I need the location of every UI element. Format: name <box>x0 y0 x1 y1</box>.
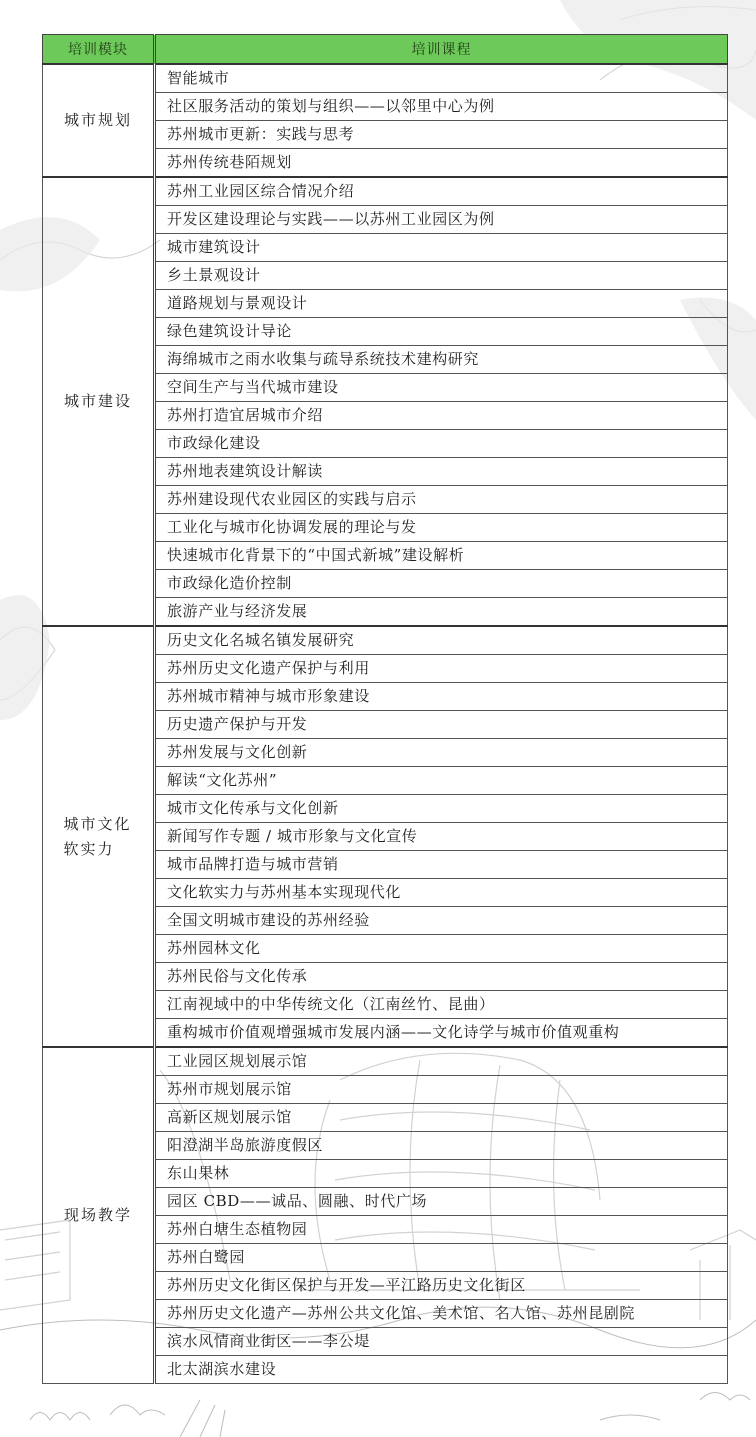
table-row <box>43 1047 728 1076</box>
module-name-cell <box>43 1047 155 1384</box>
course-cell: 园区 CBD——诚品、圆融、时代广场 <box>155 1188 728 1216</box>
course-cell: 苏州历史文化街区保护与开发—平江路历史文化街区 <box>155 1272 728 1300</box>
course-cell: 东山果林 <box>155 1160 728 1188</box>
course-cell: 解读“文化苏州” <box>155 767 728 795</box>
module-name: 城市文化软实力 <box>63 814 132 858</box>
course-cell: 苏州民俗与文化传承 <box>155 963 728 991</box>
course-cell: 开发区建设理论与实践——以苏州工业园区为例 <box>155 206 728 234</box>
course-cell: 智能城市 <box>155 64 728 93</box>
module-name: 城市建设 <box>63 392 132 410</box>
course-cell: 苏州市规划展示馆 <box>155 1076 728 1104</box>
course-cell: 历史文化名城名镇发展研究 <box>155 626 728 655</box>
course-cell: 工业化与城市化协调发展的理论与发 <box>155 514 728 542</box>
course-column-header: 培训课程 <box>155 35 728 65</box>
course-cell: 重构城市价值观增强城市发展内涵——文化诗学与城市价值观重构 <box>155 1019 728 1048</box>
course-cell: 苏州白塘生态植物园 <box>155 1216 728 1244</box>
course-cell: 工业园区规划展示馆 <box>155 1047 728 1076</box>
course-cell: 北太湖滨水建设 <box>155 1356 728 1384</box>
course-cell: 城市建筑设计 <box>155 234 728 262</box>
table-row <box>43 177 728 206</box>
course-cell: 绿色建筑设计导论 <box>155 318 728 346</box>
course-cell: 阳澄湖半岛旅游度假区 <box>155 1132 728 1160</box>
table-header-row <box>43 35 728 65</box>
course-cell: 苏州历史文化遗产—苏州公共文化馆、美术馆、名人馆、苏州昆剧院 <box>155 1300 728 1328</box>
module-name-cell <box>43 177 155 626</box>
module-name: 城市规划 <box>63 111 132 129</box>
module-column-header: 培训模块 <box>43 35 155 65</box>
course-cell: 苏州白鹭园 <box>155 1244 728 1272</box>
module-name-cell <box>43 64 155 177</box>
course-cell: 市政绿化造价控制 <box>155 570 728 598</box>
course-cell: 滨水风情商业街区——李公堤 <box>155 1328 728 1356</box>
course-cell: 苏州历史文化遗产保护与利用 <box>155 655 728 683</box>
course-cell: 城市文化传承与文化创新 <box>155 795 728 823</box>
course-cell: 江南视域中的中华传统文化（江南丝竹、昆曲） <box>155 991 728 1019</box>
course-cell: 苏州城市更新：实践与思考 <box>155 121 728 149</box>
course-cell: 新闻写作专题 / 城市形象与文化宣传 <box>155 823 728 851</box>
course-cell: 高新区规划展示馆 <box>155 1104 728 1132</box>
course-cell: 苏州城市精神与城市形象建设 <box>155 683 728 711</box>
course-cell: 道路规划与景观设计 <box>155 290 728 318</box>
course-cell: 苏州园林文化 <box>155 935 728 963</box>
course-cell: 空间生产与当代城市建设 <box>155 374 728 402</box>
course-cell: 苏州工业园区综合情况介绍 <box>155 177 728 206</box>
module-name: 现场教学 <box>63 1206 132 1224</box>
course-cell: 快速城市化背景下的“中国式新城”建设解析 <box>155 542 728 570</box>
course-cell: 苏州地表建筑设计解读 <box>155 458 728 486</box>
table-row <box>43 626 728 655</box>
table-body <box>43 64 728 1384</box>
course-cell: 苏州建设现代农业园区的实践与启示 <box>155 486 728 514</box>
course-cell: 苏州传统巷陌规划 <box>155 149 728 178</box>
course-cell: 文化软实力与苏州基本实现现代化 <box>155 879 728 907</box>
course-cell: 全国文明城市建设的苏州经验 <box>155 907 728 935</box>
course-cell: 社区服务活动的策划与组织——以邻里中心为例 <box>155 93 728 121</box>
course-table <box>42 34 728 1384</box>
course-cell: 海绵城市之雨水收集与疏导系统技术建构研究 <box>155 346 728 374</box>
module-name-cell <box>43 626 155 1047</box>
course-cell: 历史遗产保护与开发 <box>155 711 728 739</box>
course-cell: 市政绿化建设 <box>155 430 728 458</box>
course-cell: 城市品牌打造与城市营销 <box>155 851 728 879</box>
course-cell: 旅游产业与经济发展 <box>155 598 728 627</box>
course-cell: 苏州打造宜居城市介绍 <box>155 402 728 430</box>
table-row <box>43 64 728 93</box>
course-cell: 苏州发展与文化创新 <box>155 739 728 767</box>
course-cell: 乡土景观设计 <box>155 262 728 290</box>
